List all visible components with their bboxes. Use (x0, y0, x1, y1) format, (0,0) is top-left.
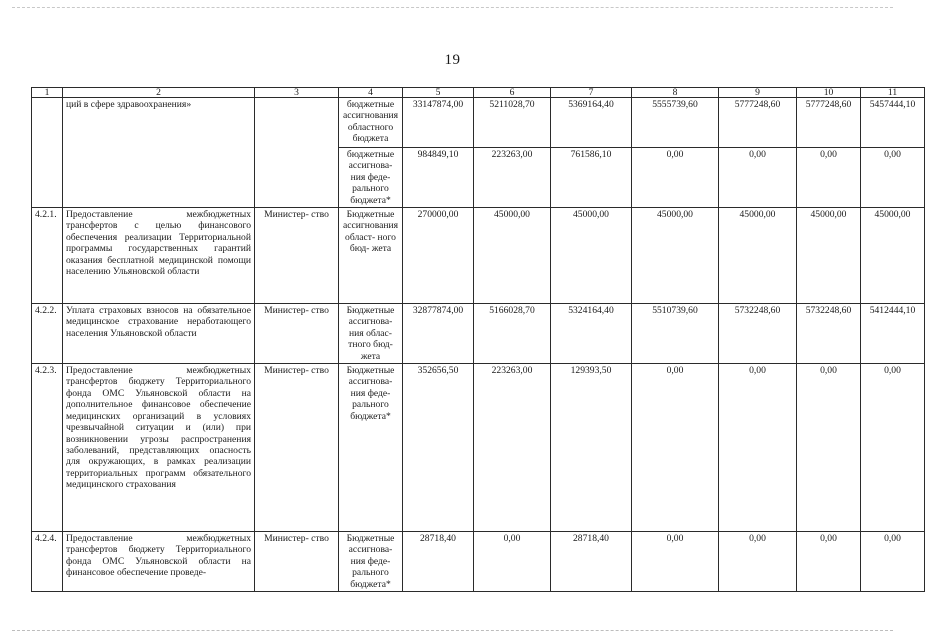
table-cell: 5732248,60 (719, 304, 797, 364)
table-cell: 5555739,60 (632, 98, 719, 148)
row-executor: Министер- ство (255, 364, 339, 532)
table-cell: 5211028,70 (474, 98, 551, 148)
table-cell: 5777248,60 (797, 98, 861, 148)
row-number-cell: 4.2.3. (32, 364, 63, 532)
table-cell: 0,00 (719, 364, 797, 532)
row-number-cell (32, 98, 63, 208)
table-cell: 0,00 (632, 532, 719, 592)
table-cell: 5777248,60 (719, 98, 797, 148)
table-cell: 0,00 (719, 532, 797, 592)
table-cell: 45000,00 (474, 208, 551, 304)
column-header: 8 (632, 88, 719, 98)
column-header: 11 (861, 88, 925, 98)
table-cell: 45000,00 (551, 208, 632, 304)
row-executor (255, 98, 339, 208)
table-cell: 28718,40 (403, 532, 474, 592)
row-funding-source: Бюджетные ассигнования област- ного бюд- жета (339, 208, 403, 304)
table-cell: 0,00 (861, 532, 925, 592)
table-cell: 352656,50 (403, 364, 474, 532)
table-cell: 28718,40 (551, 532, 632, 592)
column-header: 6 (474, 88, 551, 98)
row-funding-source: Бюджетные ассигнова- ния облас- тного бюд- жета (339, 304, 403, 364)
table-cell: 45000,00 (861, 208, 925, 304)
table-row (32, 532, 925, 592)
row-number-cell: 4.2.1. (32, 208, 63, 304)
table-cell: 45000,00 (797, 208, 861, 304)
table-cell: 5369164,40 (551, 98, 632, 148)
row-description: Уплата страховых взносов на обязательное медицинское страхование неработающего населения Ульяновской области (63, 304, 255, 364)
scan-edge-bottom (12, 630, 893, 631)
table-cell: 5732248,60 (797, 304, 861, 364)
table-cell: 0,00 (797, 532, 861, 592)
table-cell: 0,00 (861, 364, 925, 532)
table-cell: 0,00 (632, 364, 719, 532)
table-cell: 984849,10 (403, 148, 474, 208)
row-description: Предоставление межбюджетных трансфертов бюджету Территориального фонда ОМС Ульяновской области на дополнительное финансовое обеспечение медицинских организаций в условиях чрезвычайной ситуации и (или) при возникновении угрозы распространения заболеваний, представляющих опасность для окружающих, в рамках реализации территориальных программ обязательного медицинского страхования (63, 364, 255, 532)
table-cell: 129393,50 (551, 364, 632, 532)
table-cell: 0,00 (797, 148, 861, 208)
row-executor: Министер- ство (255, 532, 339, 592)
table-cell: 5510739,60 (632, 304, 719, 364)
table-cell: 45000,00 (632, 208, 719, 304)
scan-edge-top (12, 7, 893, 8)
table-cell: 5166028,70 (474, 304, 551, 364)
table-cell: 5412444,10 (861, 304, 925, 364)
row-description: Предоставление межбюджетных трансфертов бюджету Территориального фонда ОМС Ульяновской области на финансовое обеспечение проведе- (63, 532, 255, 592)
table-cell: 0,00 (797, 364, 861, 532)
table-cell: 270000,00 (403, 208, 474, 304)
column-header: 5 (403, 88, 474, 98)
table-cell: 0,00 (861, 148, 925, 208)
table-cell: 5457444,10 (861, 98, 925, 148)
row-executor: Министер- ство (255, 304, 339, 364)
table-row (32, 364, 925, 532)
table-cell: 0,00 (632, 148, 719, 208)
column-header: 3 (255, 88, 339, 98)
table-cell: 0,00 (474, 532, 551, 592)
row-description: Предоставление межбюджетных трансфертов с целью финансового обеспечения реализации Территориальной программы государственных гарантий оказания бесплатной медицинской помощи населению Ульяновской области (63, 208, 255, 304)
table-cell: 223263,00 (474, 148, 551, 208)
column-header: 10 (797, 88, 861, 98)
page-number: 19 (444, 52, 461, 68)
row-number-cell: 4.2.2. (32, 304, 63, 364)
table-cell: 5324164,40 (551, 304, 632, 364)
table-cell: 761586,10 (551, 148, 632, 208)
column-header: 9 (719, 88, 797, 98)
row-executor: Министер- ство (255, 208, 339, 304)
budget-table (31, 87, 925, 592)
row-funding-source: бюджетные ассигнова- ния феде- рального бюджета* (339, 148, 403, 208)
table-cell: 33147874,00 (403, 98, 474, 148)
row-description: ций в сфере здравоохранения» (63, 98, 255, 208)
column-header: 7 (551, 88, 632, 98)
table-row (32, 98, 925, 148)
row-funding-source: Бюджетные ассигнова- ния феде- рального бюджета* (339, 532, 403, 592)
column-header: 2 (63, 88, 255, 98)
table-row (32, 208, 925, 304)
table-cell: 32877874,00 (403, 304, 474, 364)
column-number-row (32, 88, 925, 98)
table-cell: 0,00 (719, 148, 797, 208)
row-funding-source: бюджетные ассигнования областного бюджета (339, 98, 403, 148)
row-funding-source: Бюджетные ассигнова- ния феде- рального бюджета* (339, 364, 403, 532)
table-row (32, 304, 925, 364)
row-number-cell: 4.2.4. (32, 532, 63, 592)
table-cell: 223263,00 (474, 364, 551, 532)
column-header: 4 (339, 88, 403, 98)
table-cell: 45000,00 (719, 208, 797, 304)
column-header: 1 (32, 88, 63, 98)
